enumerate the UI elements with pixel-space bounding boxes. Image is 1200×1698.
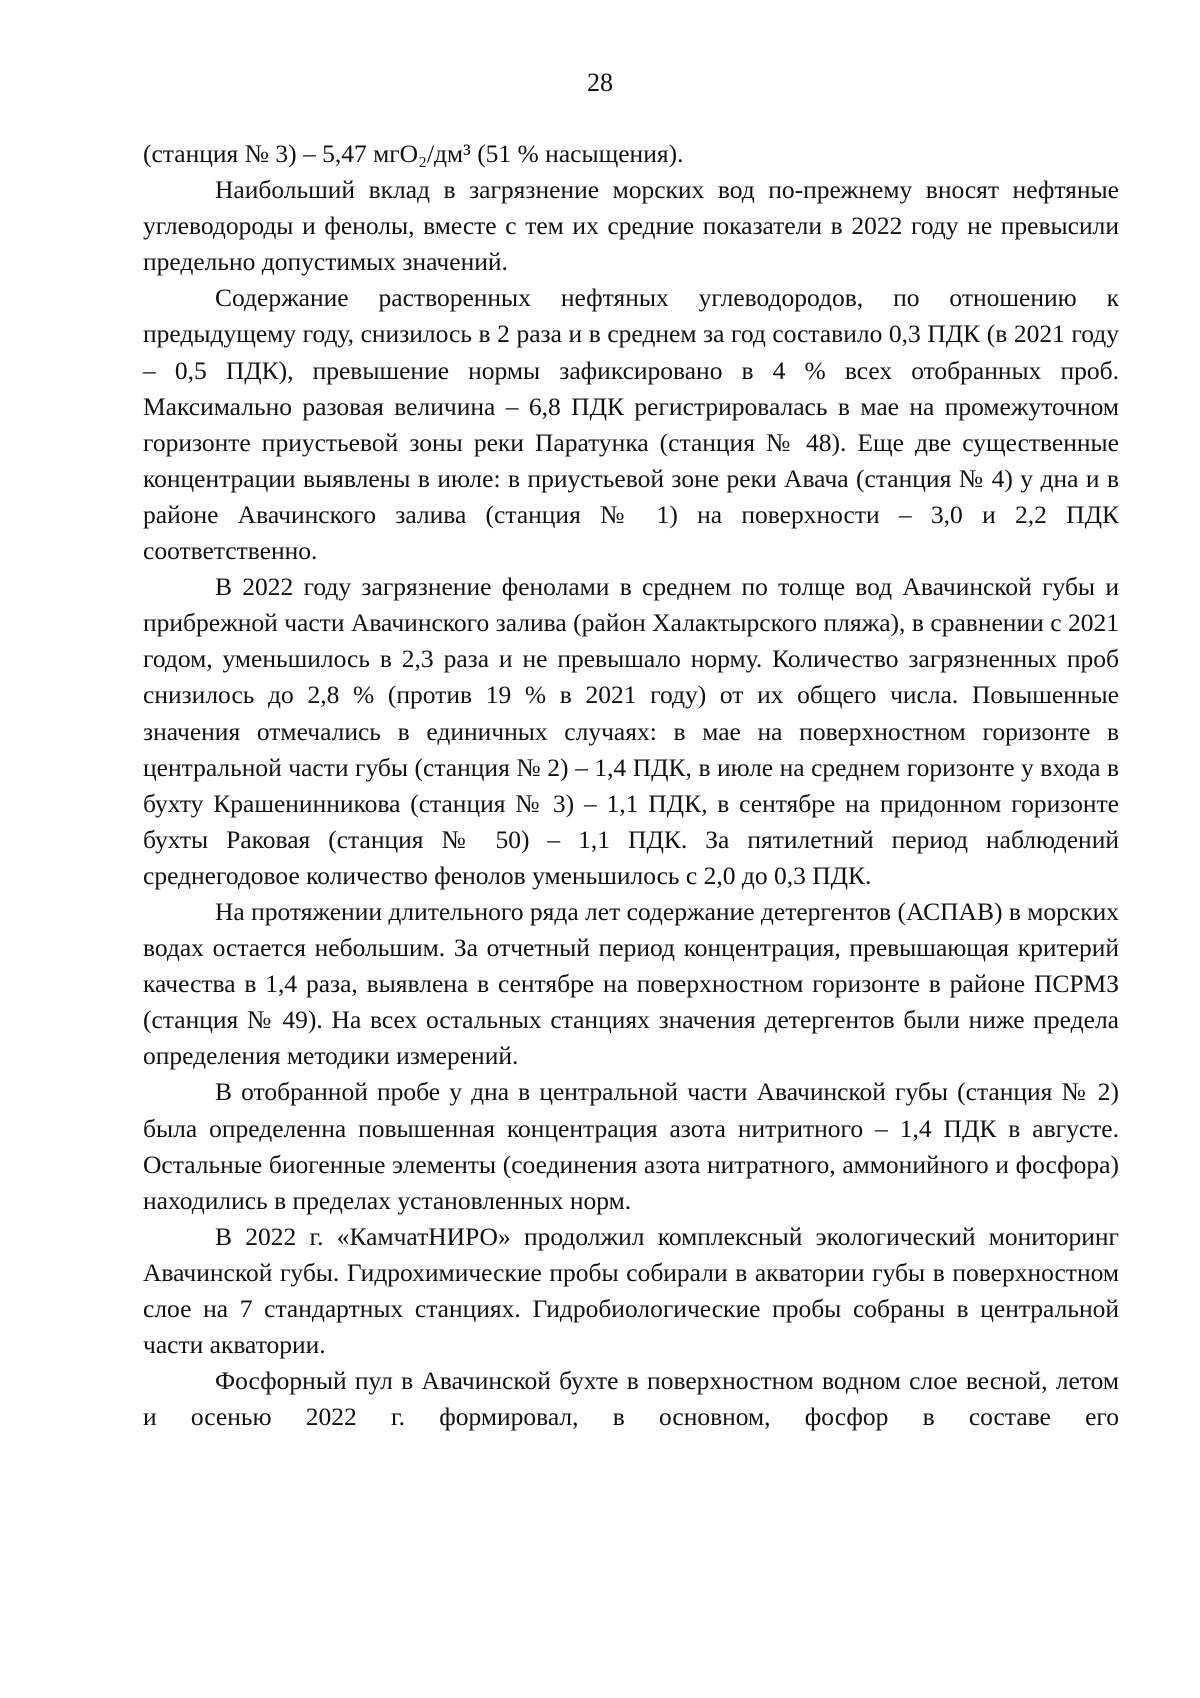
- document-body: [143, 136, 1119, 1435]
- page-number: 28: [587, 68, 613, 97]
- paragraph-continuation: (станция № 3) – 5,47 мгО₂/дм³ (51 % насыщения).: [143, 139, 684, 168]
- paragraph: Фосфорный пул в Авачинской бухте в поверхностном водном слое весной, летом и осенью 2022 г. формировал, в основном, фосфор в составе его: [143, 1366, 1119, 1432]
- paragraph: В 2022 г. «КамчатНИРО» продолжил комплексный экологический мониторинг Авачинской губы. Гидрохимические пробы собирали в акватории губы в поверхностном слое на 7 стандартных станциях. Гидробиологические пробы собраны в центральной части акватории.: [143, 1221, 1119, 1360]
- paragraph: В 2022 году загрязнение фенолами в среднем по толще вод Авачинской губы и прибрежной части Авачинского залива (район Халактырского пляжа), в сравнении с 2021 годом, уменьшилось в 2,3 раза и не превышало норму. Количество загрязненных проб снизилось до 2,8 % (против 19 % в 2021 году) от их общего числа. Повышенные значения отмечались в единичных случаях: в мае на поверхностном горизонте в центральной части губы (станция № 2) – 1,4 ПДК, в июле на среднем горизонте у входа в бухту Крашенинникова (станция № 3) – 1,1 ПДК, в сентябре на придонном горизонте бухты Раковая (станция № 50) – 1,1 ПДК. За пятилетний период наблюдений среднегодовое количество фенолов уменьшилось с 2,0 до 0,3 ПДК.: [143, 572, 1119, 890]
- paragraph: Содержание растворенных нефтяных углеводородов, по отношению к предыдущему году, снизилось в 2 раза и в среднем за год составило 0,3 ПДК (в 2021 году – 0,5 ПДК), превышение нормы зафиксировано в 4 % всех отобранных проб. Максимально разовая величина – 6,8 ПДК регистрировалась в мае на промежуточном горизонте приустьевой зоны реки Паратунка (станция № 48). Еще две существенные концентрации выявлены в июле: в приустьевой зоне реки Авача (станция № 4) у дна и в районе Авачинского залива (станция № 1) на поверхности – 3,0 и 2,2 ПДК соответственно.: [143, 283, 1119, 566]
- paragraph: В отобранной пробе у дна в центральной части Авачинской губы (станция № 2) была определенна повышенная концентрация азота нитритного – 1,4 ПДК в августе. Остальные биогенные элементы (соединения азота нитратного, аммонийного и фосфора) находились в пределах установленных норм.: [143, 1077, 1119, 1215]
- paragraph: Наибольший вклад в загрязнение морских вод по-прежнему вносят нефтяные углеводороды и фенолы, вместе с тем их средние показатели в 2022 году не превысили предельно допустимых значений.: [143, 175, 1119, 277]
- paragraph: На протяжении длительного ряда лет содержание детергентов (АСПАВ) в морских водах остается небольшим. За отчетный период концентрация, превышающая критерий качества в 1,4 раза, выявлена в сентябре на поверхностном горизонте в районе ПСРМЗ (станция № 49). На всех остальных станциях значения детергентов были ниже предела определения методики измерений.: [143, 896, 1119, 1071]
